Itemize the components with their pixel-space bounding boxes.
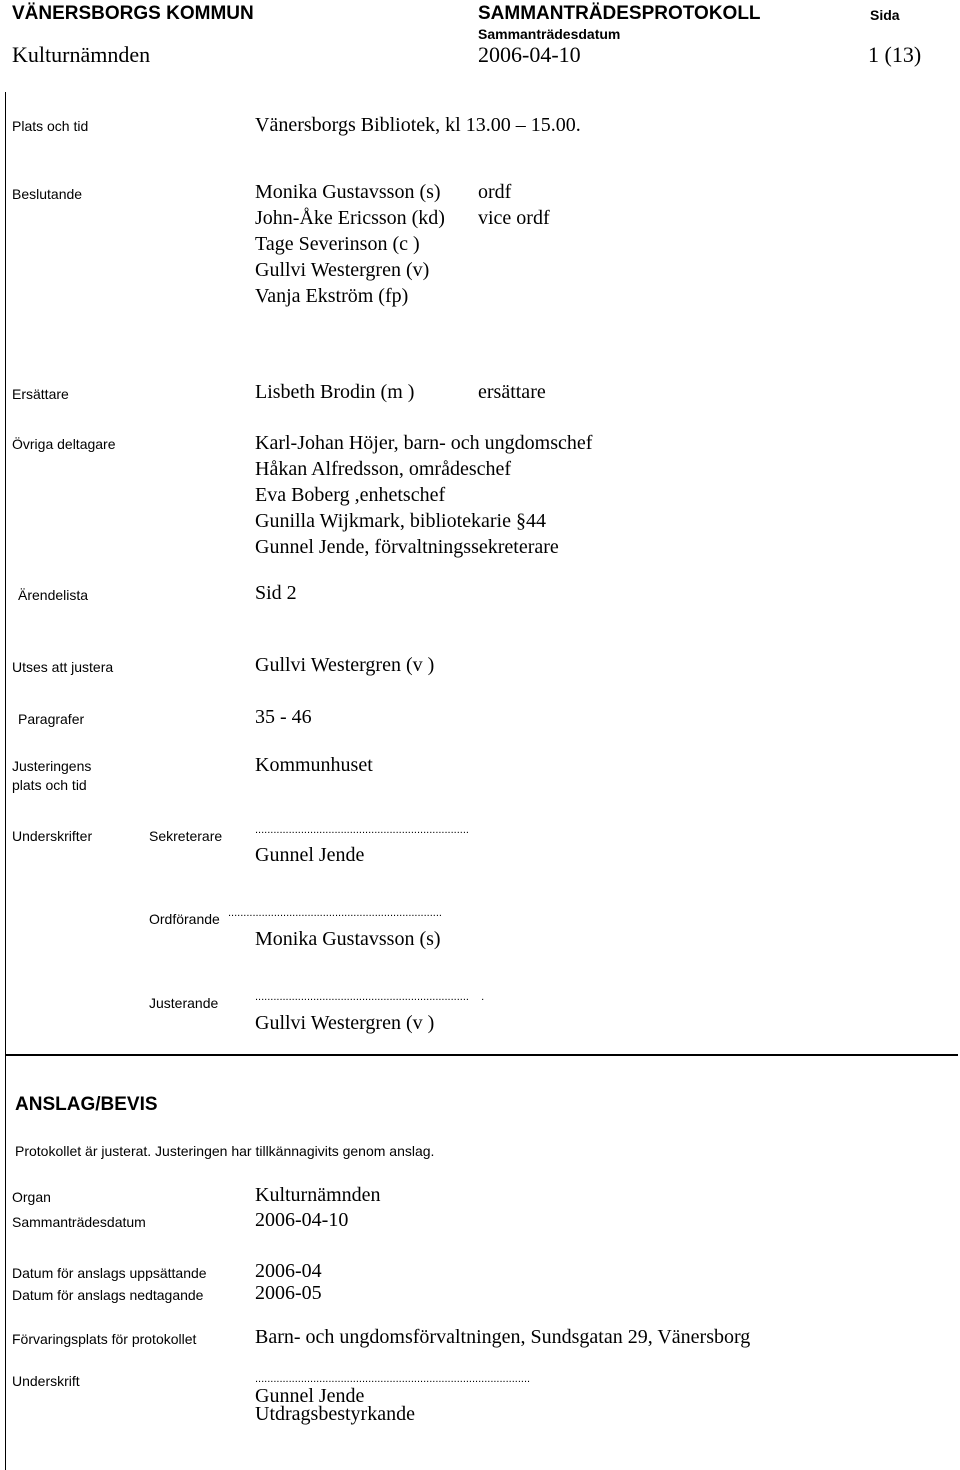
anslag-datum-label: Sammanträdesdatum	[12, 1214, 146, 1230]
justerande-name: Gullvi Westergren (v )	[255, 1012, 435, 1034]
org-name: VÄNERSBORGS KOMMUN	[12, 3, 254, 24]
paragrafer-value: 35 - 46	[255, 706, 312, 728]
beslutande-label: Beslutande	[12, 186, 83, 202]
member-role: vice ordf	[478, 207, 550, 229]
ordforande-name: Monika Gustavsson (s)	[255, 928, 441, 950]
ovriga-list	[255, 430, 592, 560]
uppsattande-label: Datum för anslags uppsättande	[12, 1265, 207, 1281]
justerande-label: Justerande	[149, 995, 219, 1011]
committee-name: Kulturnämnden	[12, 42, 151, 67]
justera-value: Gullvi Westergren (v )	[255, 654, 435, 676]
anslag-note: Protokollet är justerat. Justeringen har tillkännagivits genom anslag.	[15, 1143, 435, 1159]
organ-label: Organ	[12, 1189, 51, 1205]
member-name: Gullvi Westergren (v)	[255, 259, 430, 281]
page-label: Sida	[870, 7, 900, 23]
underskrift-signature-line: ..........................................................................................	[255, 1373, 531, 1385]
ovriga-line: Håkan Alfredsson, områdeschef	[255, 458, 512, 480]
beslutande-row	[255, 231, 755, 257]
beslutande-list	[255, 179, 755, 309]
underskrift-name: Gunnel Jende	[255, 1385, 365, 1407]
forvaring-label: Förvaringsplats för protokollet	[12, 1331, 197, 1347]
beslutande-row	[255, 283, 755, 309]
anslag-title: ANSLAG/BEVIS	[15, 1094, 158, 1115]
sekreterare-label: Sekreterare	[149, 828, 223, 844]
ersattare-role: ersättare	[478, 381, 546, 403]
member-name: Monika Gustavsson (s)	[255, 181, 441, 203]
member-name: Tage Severinson (c )	[255, 233, 420, 255]
justera-label: Utses att justera	[12, 659, 114, 675]
document-type: SAMMANTRÄDESPROTOKOLL	[478, 3, 761, 24]
ovriga-line: Gunilla Wijkmark, bibliotekarie §44	[255, 510, 546, 532]
anslag-datum-value: 2006-04-10	[255, 1209, 349, 1231]
beslutande-row	[255, 205, 755, 231]
justerande-signature-line: ...................................................................... .	[255, 991, 485, 1003]
left-margin-line	[5, 92, 6, 1470]
member-name: John-Åke Ericsson (kd)	[255, 207, 445, 229]
member-name: Vanja Ekström (fp)	[255, 285, 409, 307]
plats-value: Vänersborgs Bibliotek, kl 13.00 – 15.00.	[255, 114, 581, 136]
beslutande-row	[255, 179, 755, 205]
ovriga-line: Eva Boberg ,enhetschef	[255, 484, 446, 506]
sekreterare-signature-line: ......................................................................	[255, 824, 469, 836]
paragrafer-label: Paragrafer	[18, 711, 85, 727]
page-number: 1 (13)	[868, 42, 922, 67]
organ-value: Kulturnämnden	[255, 1184, 381, 1206]
beslutande-row	[255, 257, 755, 283]
justeringens-label-line2: plats och tid	[12, 777, 87, 793]
arendelista-value: Sid 2	[255, 582, 297, 604]
ersattare-name: Lisbeth Brodin (m )	[255, 381, 415, 403]
ovriga-label: Övriga deltagare	[12, 436, 116, 452]
uppsattande-value: 2006-04	[255, 1260, 322, 1282]
underskrift-label: Underskrift	[12, 1373, 80, 1389]
justeringens-label-line1: Justeringens	[12, 758, 92, 774]
plats-label: Plats och tid	[12, 118, 89, 134]
nedtagande-label: Datum för anslags nedtagande	[12, 1287, 204, 1303]
ordforande-label: Ordförande	[149, 911, 220, 927]
forvaring-value: Barn- och ungdomsförvaltningen, Sundsgatan 29, Vänersborg	[255, 1326, 751, 1348]
underskrifter-label: Underskrifter	[12, 828, 93, 844]
nedtagande-value: 2006-05	[255, 1282, 322, 1304]
justeringens-value: Kommunhuset	[255, 754, 373, 776]
sekreterare-name: Gunnel Jende	[255, 844, 365, 866]
ovriga-line: Karl-Johan Höjer, barn- och ungdomschef	[255, 432, 593, 454]
ovriga-line: Gunnel Jende, förvaltningssekreterare	[255, 536, 559, 558]
meeting-date: 2006-04-10	[478, 42, 581, 67]
ersattare-label: Ersättare	[12, 386, 69, 402]
date-label: Sammanträdesdatum	[478, 26, 621, 42]
underskrift-title: Utdragsbestyrkande	[255, 1403, 415, 1425]
member-role: ordf	[478, 181, 512, 203]
arendelista-label: Ärendelista	[18, 587, 89, 603]
section-divider	[5, 1054, 958, 1056]
ordforande-signature-line: ......................................................................	[228, 907, 442, 919]
